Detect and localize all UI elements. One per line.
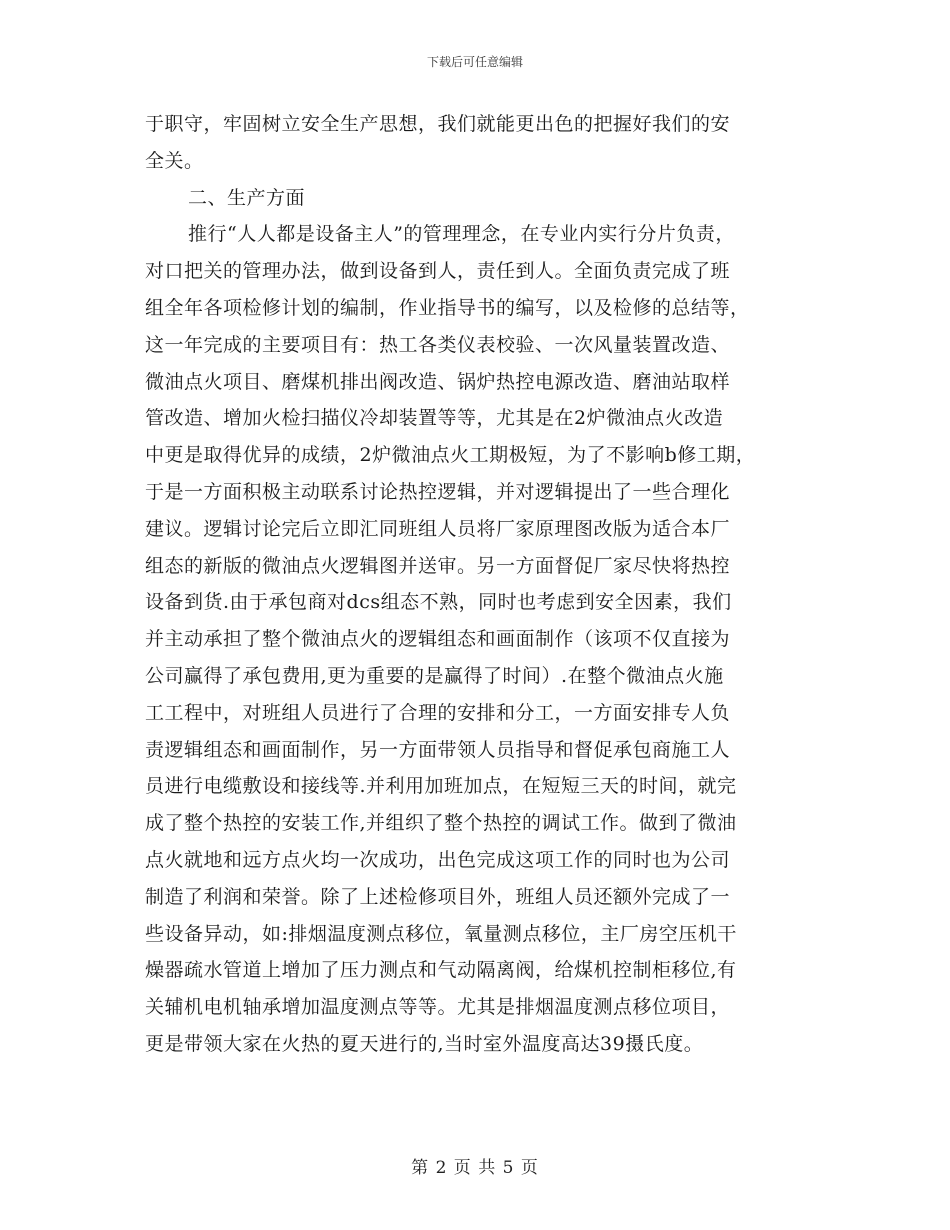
text-line: 对口把关的管理办法，做到设备到人，责任到人。全面负责完成了班 (145, 260, 731, 283)
text-line: 制造了利润和荣誉。除了上述检修项目外，班组人员还额外完成了一 (145, 885, 731, 908)
text-line: 这一年完成的主要项目有：热工各类仪表校验、一次风量装置改造、 (145, 333, 731, 356)
text-line: 公司赢得了承包费用,更为重要的是赢得了时间）.在整个微油点火施 (145, 664, 724, 687)
text-line: 中更是取得优异的成绩，2炉微油点火工期极短，为了不影响b修工期， (145, 444, 756, 467)
text-line: 设备到货.由于承包商对dcs组态不熟，同时也考虑到安全因素，我们 (145, 591, 732, 614)
text-line: 于是一方面积极主动联系讨论热控逻辑，并对逻辑提出了一些合理化 (145, 480, 731, 503)
text-line: 更是带领大家在火热的夏天进行的,当时室外温度高达39摄氏度。 (145, 1032, 704, 1055)
page-number: 第 2 页 共 5 页 (411, 1158, 539, 1178)
page-header-note: 下载后可任意编辑 (426, 55, 523, 69)
text-line: 关辅机电机轴承增加温度测点等等。尤其是排烟温度测点移位项目， (145, 996, 731, 1019)
section-heading: 二、生产方面 (188, 186, 306, 209)
text-line: 责逻辑组态和画面制作，另一方面带领人员指导和督促承包商施工人 (145, 738, 731, 761)
text-line: 燥器疏水管道上增加了压力测点和气动隔离阀，给煤机控制柜移位,有 (145, 959, 737, 982)
text-line: 些设备异动，如:排烟温度测点移位，氧量测点移位，主厂房空压机干 (145, 922, 737, 945)
text-line: 成了整个热控的安装工作,并组织了整个热控的调试工作。做到了微油 (145, 812, 737, 835)
text-line: 建议。逻辑讨论完后立即汇同班组人员将厂家原理图改版为适合本厂 (145, 517, 731, 540)
text-line: 并主动承担了整个微油点火的逻辑组态和画面制作（该项不仅直接为 (145, 628, 731, 651)
text-line: 组态的新版的微油点火逻辑图并送审。另一方面督促厂家尽快将热控 (145, 554, 731, 577)
paragraph-first-line: 推行“人人都是设备主人”的管理理念，在专业内实行分片负责， (188, 223, 735, 246)
text-line: 管改造、增加火检扫描仪冷却装置等等，尤其是在2炉微油点火改造 (145, 407, 724, 430)
text-line: 员进行电缆敷设和接线等.并利用加班加点，在短短三天的时间，就完 (145, 775, 737, 798)
text-line: 于职守，牢固树立安全生产思想，我们就能更出色的把握好我们的安 (145, 113, 731, 135)
document-body (145, 106, 817, 1063)
text-line: 工工程中，对班组人员进行了合理的安排和分工，一方面安排专人负 (145, 701, 731, 724)
text-line: 微油点火项目、磨煤机排出阀改造、锅炉热控电源改造、磨油站取样 (145, 370, 731, 393)
text-line: 组全年各项检修计划的编制，作业指导书的编写，以及检修的总结等， (145, 296, 750, 319)
text-line: 全关。 (145, 149, 204, 172)
text-line: 点火就地和远方点火均一次成功，出色完成这项工作的同时也为公司 (145, 848, 731, 871)
